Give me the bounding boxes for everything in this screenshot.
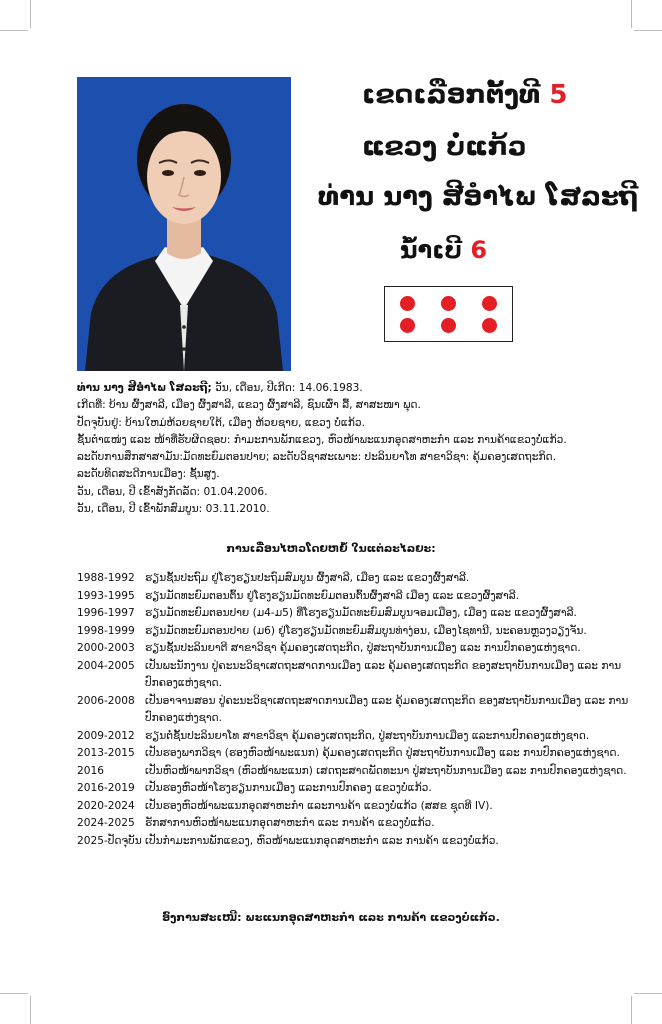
- bio-line: [77, 415, 637, 432]
- career-desc: ຮຽນຊັ້ນປະລິນຍາຕີ ສາຂາວິຊາ ຄຸ້ມຄອງເສດຖະກິດ, ປູ່ສະຖາບັນການເມືອງ ແລະ ການປົກຄອງແຫ່ງຊາດ.: [145, 642, 581, 654]
- career-desc: ຮຽນຕໍ່ຊັ້ນປະລິນຍາໂທ ສາຂາວິຊາ ຄຸ້ມຄອງເສດຖະກິດ, ປູ່ສະຖາບັນການເມືອງ ແລະການປົກຄອງແຫ່ງຊາດ.: [145, 729, 590, 742]
- bio-line: [77, 484, 637, 501]
- crop-mark: [30, 0, 31, 28]
- career-row: [77, 833, 647, 851]
- province-title: ແຂວງ ບໍ່ແກ້ວ: [362, 132, 527, 162]
- career-row: [77, 693, 647, 728]
- career-desc: ເປັນກໍາມະການພັກແຂວງ, ຫົວໜ້າພະແນກອຸດສາຫະກໍາ ແລະ ການຄ້າ ແຂວງບໍ່ແກ້ວ.: [145, 834, 499, 847]
- career-desc: ຮຽນມັດທະຍົມຕອນປາຍ (ມ4-ມ5) ທີ່ໂຮງຮຽນມັດທະຍົມສົມບູນຈອມເມືອງ, ເມືອງ ແລະ ແຂວງຜົ້ງສາລີ.: [145, 607, 577, 619]
- career-row: [77, 588, 647, 606]
- number-label: ນໍ້າເບີ: [400, 236, 462, 264]
- career-years: 1998-1999: [77, 624, 135, 637]
- career-desc: ຮຽນມັດທະຍົມຕອນຕົ້ນ ຢູ່ໂຮງຮຽນມັດທະຍົມຕອນຕົ້ນຜົ້ງສາລີ ເມືອງ ແລະ ແຂວງຜົ້ງສາລີ.: [145, 589, 519, 602]
- career-years: 2013-2015: [77, 747, 135, 759]
- number-dots-box: [384, 286, 513, 342]
- bio-text: ວັນ, ເດືອນ, ປີເກີດ: 14.06.1983.: [211, 382, 363, 394]
- candidate-number-title: [400, 236, 487, 264]
- dot-icon: [441, 318, 456, 333]
- career-desc: ເປັນອາຈານສອນ ປູ່ຄະນະວິຊາເສດຖະສາດການເມືອງ ແລະ ຄຸ້ມຄອງເສດຖະກິດ ຂອງສະຖາບັນການເມືອງ ແລະ ການປົກຄອງແຫ່ງຊາດ.: [145, 694, 629, 724]
- career-years: 2009-2012: [77, 729, 135, 742]
- bio-text: ເກີດທີ່: ບ້ານ ຜົ້ງສາລີ, ເມືອງ ຜົ້ງສາລີ, ແຂວງ ຜົ້ງສາລີ, ຊົນເຜົ່າ ລື້, ສາສະໜາ ພຸດ.: [77, 399, 421, 412]
- dot-icon: [400, 318, 415, 333]
- bio-line: [77, 466, 637, 483]
- crop-mark: [0, 993, 28, 994]
- bio-section: [77, 380, 637, 518]
- career-years: 2006-2008: [77, 694, 135, 707]
- career-years: 2004-2005: [77, 659, 135, 672]
- career-row: [77, 605, 647, 623]
- dot-icon: [482, 318, 497, 333]
- career-desc: ເປັນຮອງພາກວິຊາ (ຮອງຫົວໜ້າພະແນກ) ຄຸ້ມຄອງເສດຖະກິດ ປູ່ສະຖາບັນການເມືອງ ແລະ ການປົກຄອງແຫ່ງຊາດ.: [145, 747, 620, 759]
- bio-text: ປັດຈຸບັນຢູ່: ບ້ານໃຫມ່ຫ້ວຍຊາຍໃຕ້, ເມືອງ ຫ້ວຍຊາຍ, ແຂວງ ບໍ່ແກ້ວ.: [77, 416, 365, 429]
- career-list: [77, 570, 647, 850]
- career-years: 2025-ປັດຈຸບັນ: [77, 834, 142, 847]
- bio-text: ວັນ, ເດືອນ, ປີ ເຂົ້າພັກສົມບູນ: 03.11.2010.: [77, 503, 270, 516]
- career-row: [77, 640, 647, 658]
- bio-text: ຊັ້ນຕໍາແໜ່ງ ແລະ ໜ້າທີ່ຮັບຜິດຊອບ: ກໍາມະການພັກແຂວງ, ຫົວໜ້າພະແນກອຸດສາຫະກໍາ ແລະ ການຄ້າແຂວງບໍ່ແກ້ວ.: [77, 433, 567, 446]
- candidate-photo: [77, 77, 291, 371]
- career-desc: ເປັນຮອງຫົວໜ້າໂຮງຮຽນການເມືອງ ແລະການປົກຄອງ ແຂວງບໍ່ແກ້ວ.: [145, 782, 432, 794]
- bio-line: [77, 501, 637, 518]
- career-years: 2020-2024: [77, 799, 135, 812]
- bio-text: ລະດັບທິດສະດີການເມືອງ: ຊັ້ນສູງ.: [77, 468, 220, 481]
- crop-mark: [634, 993, 662, 994]
- bio-name: ທ່ານ ນາງ ສີອໍາໄພ ໂສລະຖີ;: [77, 382, 212, 394]
- career-years: 2000-2003: [77, 642, 135, 654]
- bio-text: ລະດັບການສຶກສາສາມັນ:ມັດທະຍົມຕອນປາຍ; ລະດັບວິຊາສະເພາະ: ປະລິນຍາໂທ ສາຂາວິຊາ: ຄຸ້ມຄອງເສດຖະກິດ.: [77, 451, 557, 464]
- constituency-label: ເຂດເລືອກຕັ້ງທີ: [362, 80, 541, 110]
- constituency-title: [362, 80, 568, 110]
- career-desc: ຮຽນຊັ້ນປະຖົມ ຢູ່ໂຮງຮຽນປະຖົມສົມບູນ ຜົ້ງສາລີ, ເມືອງ ແລະ ແຂວງຜົ້ງສາລີ.: [145, 572, 470, 584]
- career-years: 2016-2019: [77, 782, 135, 794]
- bio-line: [77, 432, 637, 449]
- bio-line: [77, 380, 637, 397]
- career-desc: ເປັນຮອງຫົວໜ້າພະແນກອຸດສາຫະກໍາ ແລະການຄ້າ ແຂວງບໍ່ແກ້ວ (ສສຂ ຊຸດທີ IV).: [145, 799, 493, 812]
- career-row: [77, 780, 647, 798]
- bio-line: [77, 397, 637, 414]
- crop-mark: [634, 30, 662, 31]
- career-desc: ເປັນພະນັກງານ ປູ່ຄະນະວິຊາເສດຖະສາດການເມືອງ ແລະ ຄຸ້ມຄອງເສດຖະກິດ ຂອງສະຖາບັນການເມືອງ ແລະ ການປົກຄອງແຫ່ງຊາດ.: [145, 659, 622, 689]
- constituency-number: 5: [549, 80, 568, 110]
- career-desc: ຮັກສາການຫົວໜ້າພະແນກອຸດສາຫະກໍາ ແລະ ການຄ້າ ແຂວງບໍ່ແກ້ວ.: [145, 817, 435, 829]
- candidate-number: 6: [470, 236, 488, 264]
- dot-icon: [400, 296, 415, 311]
- bio-text: ວັນ, ເດືອນ, ປີ ເຂົ້າສັງກັດລັດ: 01.04.2006.: [77, 485, 268, 498]
- career-years: 2024-2025: [77, 817, 135, 829]
- bio-line: [77, 449, 637, 466]
- crop-mark: [631, 0, 632, 28]
- career-years: 1996-1997: [77, 607, 135, 619]
- career-heading: ການເລື່ອນໄຫວໂດຍຫຍໍ້ ໃນແຕ່ລະໄລຍະ:: [226, 542, 436, 555]
- career-desc: ຮຽນມັດທະຍົມຕອນປາຍ (ມ6) ຢູ່ໂຮງຮຽນມັດທະຍົມສົມບູນທ່າງ່ອນ, ເມືອງໄຊທານີ, ນະຄອນຫຼວງວຽງຈັນ.: [145, 624, 587, 637]
- candidate-name: ທ່ານ ນາງ ສີອໍາໄພ ໂສລະຖີ: [318, 182, 639, 212]
- crop-mark: [631, 996, 632, 1024]
- crop-mark: [30, 996, 31, 1024]
- nominating-organization: ອົງການສະເໜີ: ພະແນກອຸດສາຫະກໍາ ແລະ ການຄ້າ ແຂວງບໍ່ແກ້ວ.: [162, 911, 500, 924]
- career-row: [77, 728, 647, 746]
- career-row: [77, 658, 647, 693]
- crop-mark: [0, 30, 28, 31]
- career-years: 1988-1992: [77, 572, 135, 584]
- career-row: [77, 623, 647, 641]
- career-row: [77, 815, 647, 833]
- career-years: 1993-1995: [77, 589, 135, 602]
- career-row: [77, 745, 647, 763]
- career-desc: ເປັນຫົວໜ້າພາກວິຊາ (ຫົວໜ້າພະແນກ) ເສດຖະສາດພັດທະນາ ປູ່ສະຖາບັນການເມືອງ ແລະ ການປົກຄອງແຫ່ງຊາດ.: [145, 764, 627, 777]
- dot-icon: [482, 296, 497, 311]
- career-years: 2016: [77, 764, 104, 777]
- career-row: [77, 570, 647, 588]
- dot-icon: [441, 296, 456, 311]
- career-row: [77, 763, 647, 781]
- career-row: [77, 798, 647, 816]
